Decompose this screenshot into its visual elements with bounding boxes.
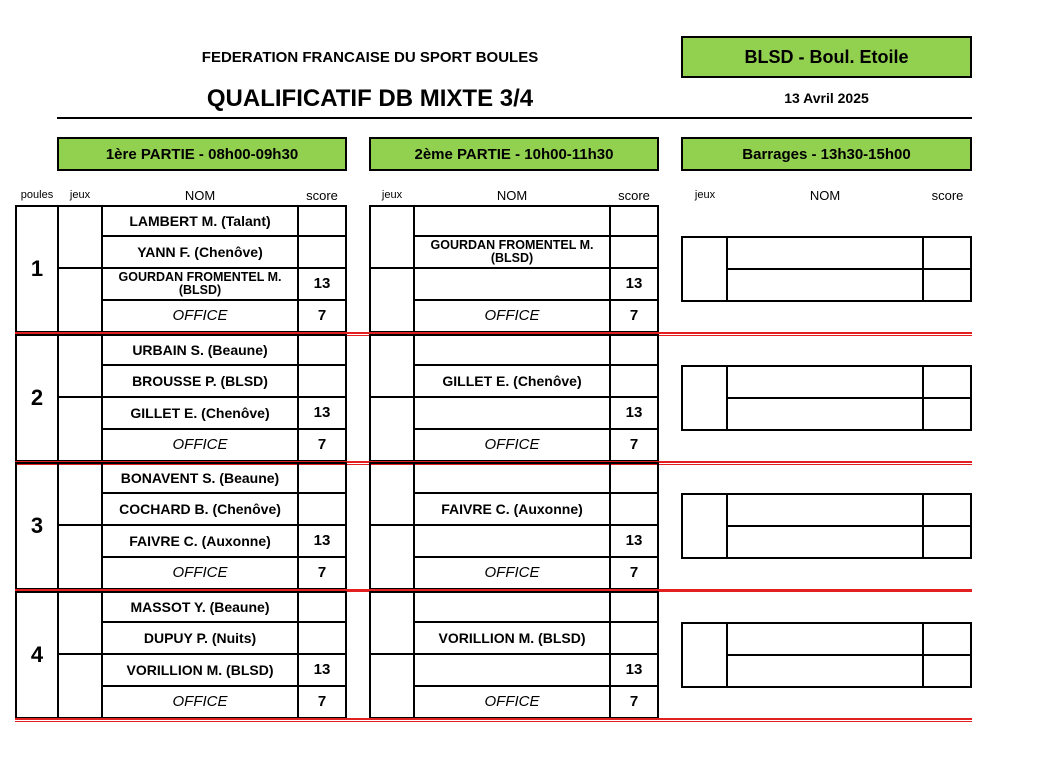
- barrage-score-cell[interactable]: [922, 365, 972, 399]
- score-cell[interactable]: 7: [297, 428, 347, 462]
- score-cell[interactable]: 7: [609, 685, 659, 719]
- player-name: OFFICE: [413, 299, 611, 333]
- score-cell[interactable]: 7: [609, 556, 659, 590]
- col-nom-p2: NOM: [496, 187, 528, 203]
- player-name: [413, 396, 611, 430]
- barrage-jeux-cell[interactable]: [681, 622, 728, 688]
- player-name: BONAVENT S. (Beaune): [101, 462, 299, 494]
- jeux-cell[interactable]: [57, 205, 103, 269]
- player-name: [413, 267, 611, 301]
- jeux-cell[interactable]: [369, 334, 415, 398]
- score-cell[interactable]: [609, 334, 659, 366]
- player-name: GOURDAN FROMENTEL M. (BLSD): [101, 267, 299, 301]
- jeux-cell[interactable]: [57, 524, 103, 590]
- score-cell[interactable]: [609, 591, 659, 623]
- player-name: YANN F. (Chenôve): [101, 235, 299, 269]
- poule-number: 1: [15, 205, 59, 333]
- col-nom-p3: NOM: [809, 187, 841, 203]
- col-jeux-p1: jeux: [69, 189, 91, 201]
- player-name: OFFICE: [413, 428, 611, 462]
- barrage-score-cell[interactable]: [922, 268, 972, 302]
- score-cell[interactable]: 13: [609, 396, 659, 430]
- jeux-cell[interactable]: [57, 396, 103, 462]
- player-name: OFFICE: [101, 685, 299, 719]
- score-cell[interactable]: 13: [297, 396, 347, 430]
- score-cell[interactable]: 13: [297, 524, 347, 558]
- score-cell[interactable]: [297, 235, 347, 269]
- col-score-p3: score: [931, 187, 964, 203]
- jeux-cell[interactable]: [369, 524, 415, 590]
- player-name: MASSOT Y. (Beaune): [101, 591, 299, 623]
- phase-1-header: 1ère PARTIE - 08h00-09h30: [57, 137, 347, 171]
- score-cell[interactable]: 7: [609, 428, 659, 462]
- barrage-score-cell[interactable]: [922, 397, 972, 431]
- player-name: FAIVRE C. (Auxonne): [413, 492, 611, 526]
- page-title: QUALIFICATIF DB MIXTE 3/4: [206, 85, 534, 112]
- col-score-p2: score: [618, 187, 650, 203]
- score-cell[interactable]: [609, 235, 659, 269]
- score-cell[interactable]: [297, 621, 347, 655]
- poule-number: 3: [15, 462, 59, 590]
- barrage-name-cell[interactable]: [726, 654, 924, 688]
- player-name: OFFICE: [101, 299, 299, 333]
- col-score-p1: score: [306, 187, 338, 203]
- jeux-cell[interactable]: [369, 267, 415, 333]
- jeux-cell[interactable]: [369, 462, 415, 526]
- barrage-score-cell[interactable]: [922, 654, 972, 688]
- player-name: OFFICE: [101, 556, 299, 590]
- score-cell[interactable]: 7: [609, 299, 659, 333]
- barrage-name-cell[interactable]: [726, 622, 924, 656]
- player-name: LAMBERT M. (Talant): [101, 205, 299, 237]
- federation-name: FEDERATION FRANCAISE DU SPORT BOULES: [201, 48, 539, 66]
- player-name: OFFICE: [101, 428, 299, 462]
- player-name: BROUSSE P. (BLSD): [101, 364, 299, 398]
- score-cell[interactable]: 13: [609, 653, 659, 687]
- jeux-cell[interactable]: [57, 653, 103, 719]
- score-cell[interactable]: [609, 492, 659, 526]
- barrage-score-cell[interactable]: [922, 236, 972, 270]
- jeux-cell[interactable]: [369, 653, 415, 719]
- phase-3-header: Barrages - 13h30-15h00: [681, 137, 972, 171]
- poule-number: 4: [15, 591, 59, 719]
- score-cell[interactable]: 7: [297, 556, 347, 590]
- jeux-cell[interactable]: [369, 396, 415, 462]
- player-name: GOURDAN FROMENTEL M. (BLSD): [413, 235, 611, 269]
- title-divider: [57, 117, 972, 119]
- player-name: OFFICE: [413, 556, 611, 590]
- col-poules: poules: [20, 189, 54, 201]
- player-name: VORILLION M. (BLSD): [413, 621, 611, 655]
- jeux-cell[interactable]: [369, 205, 415, 269]
- player-name: DUPUY P. (Nuits): [101, 621, 299, 655]
- barrage-name-cell[interactable]: [726, 365, 924, 399]
- score-cell[interactable]: [297, 492, 347, 526]
- barrage-score-cell[interactable]: [922, 493, 972, 527]
- score-cell[interactable]: 7: [297, 685, 347, 719]
- player-name: [413, 524, 611, 558]
- score-cell[interactable]: [297, 334, 347, 366]
- jeux-cell[interactable]: [369, 591, 415, 655]
- jeux-cell[interactable]: [57, 462, 103, 526]
- barrage-score-cell[interactable]: [922, 622, 972, 656]
- score-cell[interactable]: [297, 205, 347, 237]
- player-name: OFFICE: [413, 685, 611, 719]
- player-name: [413, 205, 611, 237]
- poule-number: 2: [15, 334, 59, 462]
- score-cell[interactable]: 13: [297, 653, 347, 687]
- barrage-name-cell[interactable]: [726, 525, 924, 559]
- barrage-name-cell[interactable]: [726, 236, 924, 270]
- barrage-jeux-cell[interactable]: [681, 236, 728, 302]
- col-jeux-p3: jeux: [694, 189, 716, 201]
- player-name: [413, 591, 611, 623]
- score-cell[interactable]: 13: [609, 524, 659, 558]
- barrage-jeux-cell[interactable]: [681, 493, 728, 559]
- score-cell[interactable]: [609, 462, 659, 494]
- jeux-cell[interactable]: [57, 267, 103, 333]
- player-name: [413, 334, 611, 366]
- score-cell[interactable]: [609, 364, 659, 398]
- col-jeux-p2: jeux: [381, 189, 403, 201]
- event-date: 13 Avril 2025: [784, 90, 869, 106]
- player-name: GILLET E. (Chenôve): [101, 396, 299, 430]
- player-name: [413, 653, 611, 687]
- player-name: [413, 462, 611, 494]
- player-name: FAIVRE C. (Auxonne): [101, 524, 299, 558]
- score-cell[interactable]: [297, 462, 347, 494]
- barrage-name-cell[interactable]: [726, 268, 924, 302]
- player-name: COCHARD B. (Chenôve): [101, 492, 299, 526]
- score-cell[interactable]: [609, 205, 659, 237]
- score-cell[interactable]: [297, 364, 347, 398]
- club-box: BLSD - Boul. Etoile: [681, 36, 972, 78]
- phase-2-header: 2ème PARTIE - 10h00-11h30: [369, 137, 659, 171]
- barrage-name-cell[interactable]: [726, 397, 924, 431]
- barrage-score-cell[interactable]: [922, 525, 972, 559]
- score-cell[interactable]: [297, 591, 347, 623]
- player-name: URBAIN S. (Beaune): [101, 334, 299, 366]
- player-name: GILLET E. (Chenôve): [413, 364, 611, 398]
- barrage-name-cell[interactable]: [726, 493, 924, 527]
- score-cell[interactable]: [609, 621, 659, 655]
- score-cell[interactable]: 13: [609, 267, 659, 301]
- jeux-cell[interactable]: [57, 591, 103, 655]
- score-cell[interactable]: 7: [297, 299, 347, 333]
- poule-separator: [15, 718, 972, 722]
- score-cell[interactable]: 13: [297, 267, 347, 301]
- jeux-cell[interactable]: [57, 334, 103, 398]
- col-nom-p1: NOM: [184, 187, 216, 203]
- player-name: VORILLION M. (BLSD): [101, 653, 299, 687]
- barrage-jeux-cell[interactable]: [681, 365, 728, 431]
